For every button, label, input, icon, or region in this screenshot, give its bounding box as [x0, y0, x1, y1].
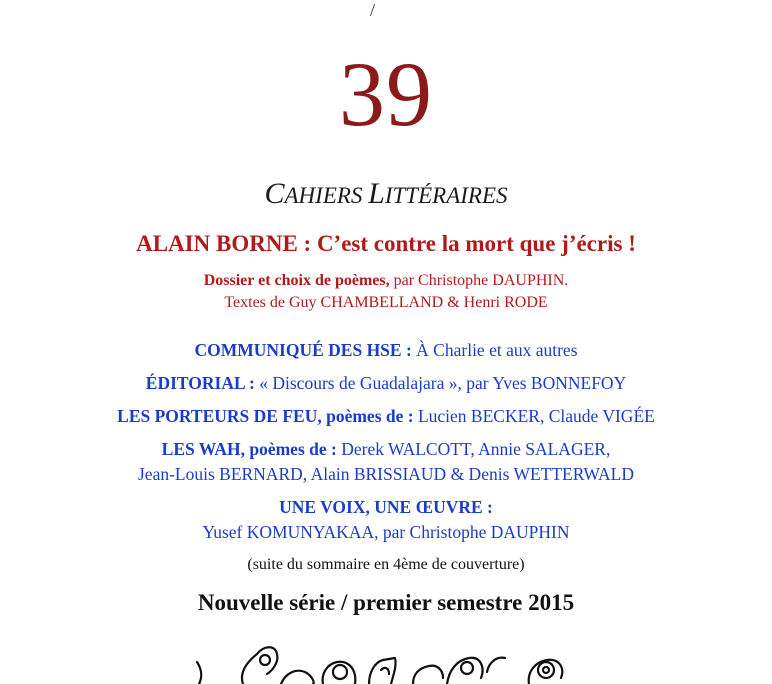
series-title — [0, 176, 772, 214]
contents-item-editorial — [0, 370, 772, 396]
dossier-credit-author: par Christophe DAUPHIN. — [389, 272, 569, 289]
contents-item-wah-continued: Jean-Louis BERNARD, Alain BRISSIAUD & Denis WETTERWALD — [138, 464, 634, 484]
contents-item-text: Derek WALCOTT, Annie SALAGER, — [336, 439, 611, 459]
series-title-initial-l: L — [368, 177, 385, 210]
dossier-headline: ALAIN BORNE : C’est contre la mort que j’écris ! — [136, 231, 636, 256]
contents-item-label: LES WAH, poèmes de : — [161, 439, 337, 459]
continuation-note: (suite du sommaire en 4ème de couverture) — [247, 556, 525, 573]
sketch-figures-drawing — [185, 632, 585, 684]
contents-item-text: « Discours de Guadalajara », par Yves BONNEFOY — [254, 373, 627, 393]
contents-item-label: ÉDITORIAL : — [145, 373, 255, 393]
contents-item-communique — [0, 337, 772, 363]
series-title-part-1: AHIERS — [284, 183, 369, 208]
contents-item-text: À Charlie et aux autres — [411, 340, 578, 360]
dossier-credit-line — [0, 270, 772, 292]
dossier-credit-bold: Dossier et choix de poèmes, — [203, 272, 390, 289]
contents-item-wah — [0, 436, 772, 462]
contents-item-une-voix-text: Yusef KOMUNYAKAA, par Christophe DAUPHIN — [202, 522, 570, 542]
contents-item-label: COMMUNIQUÉ DES HSE : — [194, 340, 412, 360]
contents-item-porteurs-de-feu — [0, 403, 772, 429]
dossier-texts-line: Textes de Guy CHAMBELLAND & Henri RODE — [224, 294, 548, 311]
contents-item-une-voix-label — [0, 494, 772, 520]
series-title-initial-c: C — [264, 177, 285, 210]
contents-item-label: LES PORTEURS DE FEU, poèmes de : — [117, 406, 414, 426]
contents-item-text: Lucien BECKER, Claude VIGÉE — [413, 406, 655, 426]
semester-line: Nouvelle série / premier semestre 2015 — [197, 590, 575, 615]
series-title-part-2: ITTÉRAIRES — [384, 183, 508, 208]
issue-number: 39 — [339, 43, 433, 145]
contents-item-label: UNE VOIX, UNE ŒUVRE : — [279, 497, 493, 517]
top-mark: / — [370, 0, 376, 20]
